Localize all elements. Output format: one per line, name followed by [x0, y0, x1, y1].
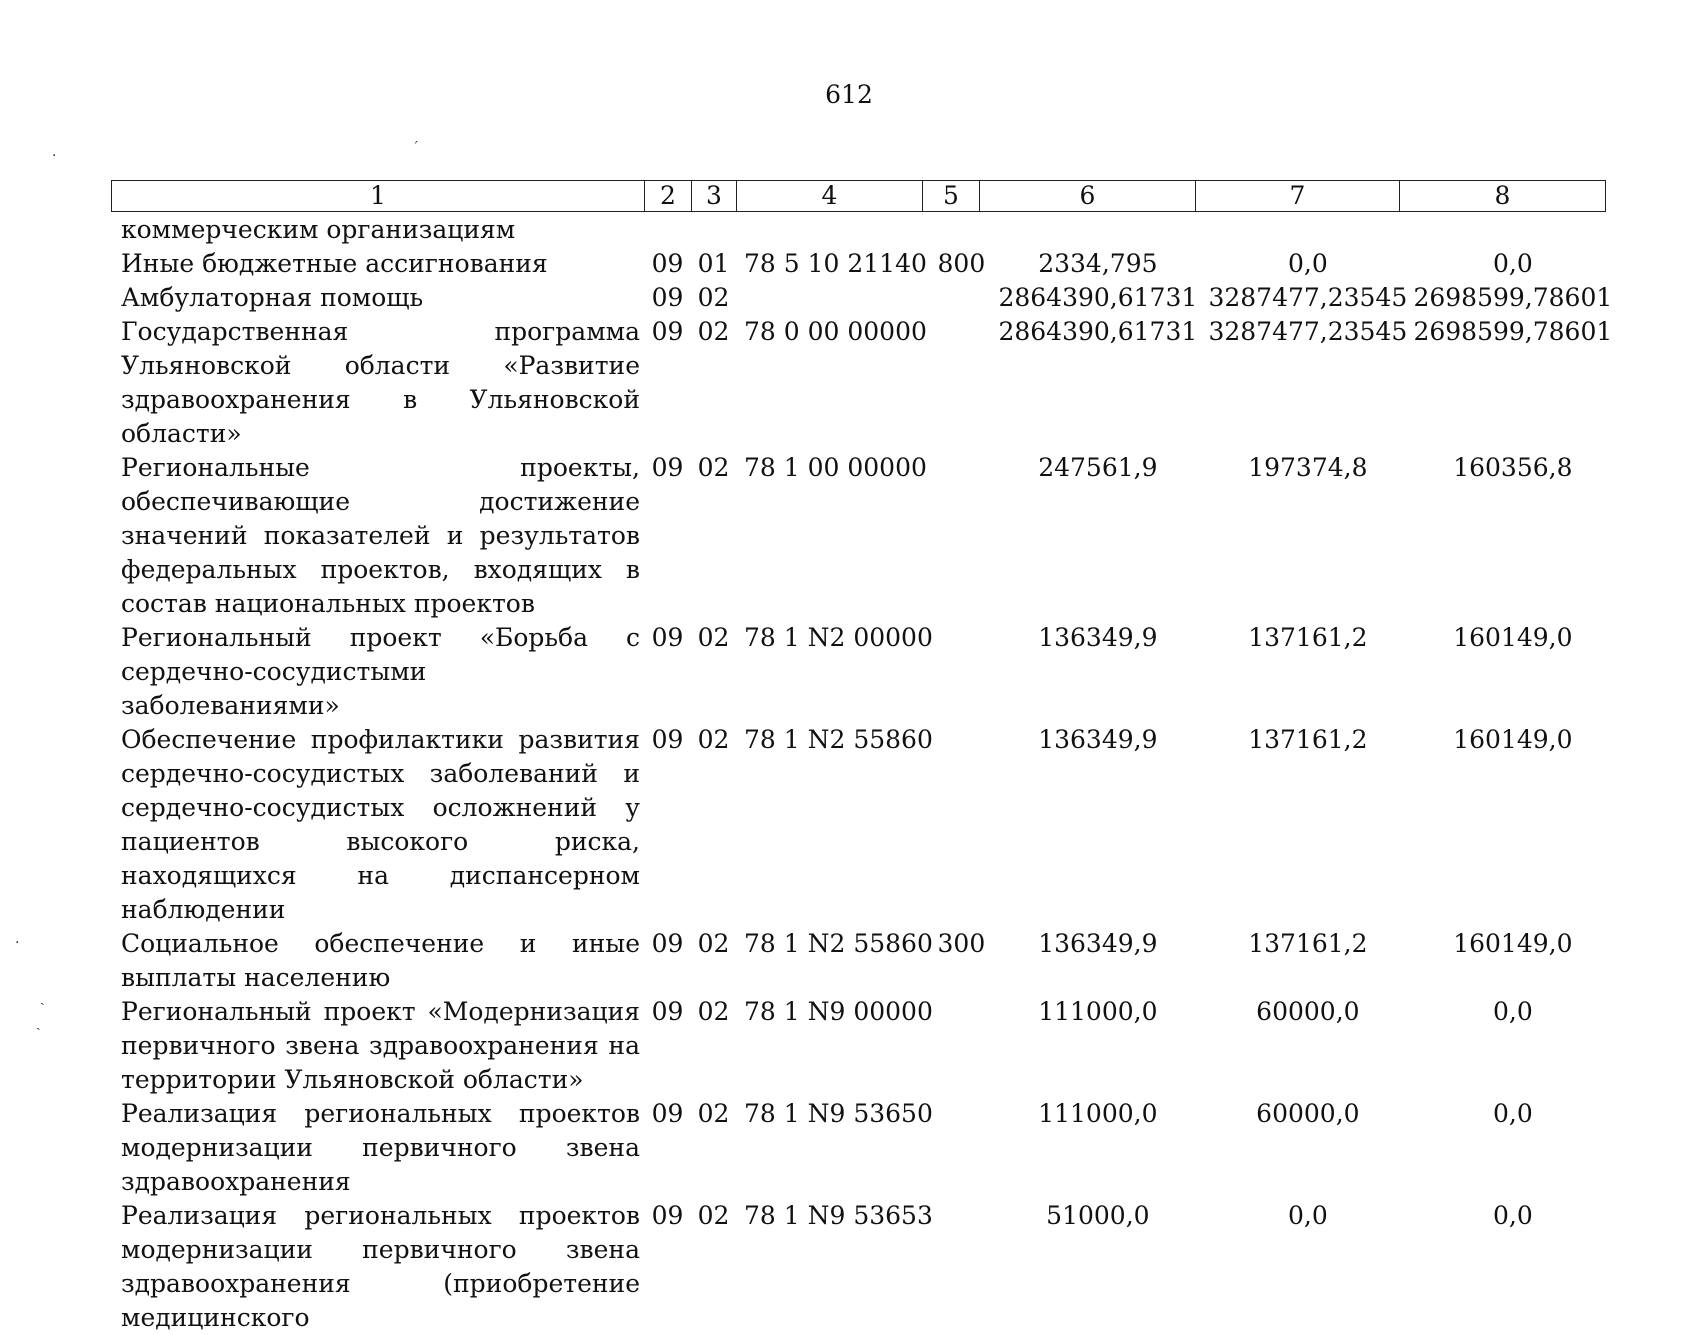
- target-code-cell: 78 5 10 21140: [744, 249, 927, 278]
- amount-col8-cell: [1410, 213, 1616, 247]
- amount-col8-cell: 2698599,78601: [1413, 317, 1613, 346]
- column-header-8: 8: [1400, 181, 1606, 212]
- subsection-cell: 02: [697, 725, 730, 754]
- amount-col6-cell: 247561,9: [1038, 453, 1158, 482]
- section-cell: 09: [651, 1099, 684, 1128]
- amount-col6-cell: 2334,795: [1038, 249, 1158, 278]
- column-header-1: 1: [112, 181, 645, 212]
- table-row: [111, 995, 1616, 1097]
- target-code-cell: 78 1 00 00000: [744, 453, 927, 482]
- amount-col6-cell: 136349,9: [1038, 623, 1158, 652]
- scan-speck: ·: [15, 935, 20, 951]
- amount-col7-cell: 3287477,23545: [1208, 283, 1408, 312]
- amount-col7-cell: 3287477,23545: [1208, 317, 1408, 346]
- amount-col8-cell: 160356,8: [1453, 453, 1573, 482]
- target-code-cell: 78 1 N2 00000: [744, 623, 933, 652]
- target-code-cell: 78 1 N9 53650: [744, 1099, 933, 1128]
- expense-type-cell: 300: [937, 929, 986, 958]
- expense-type-cell: [933, 995, 990, 1097]
- expense-type-cell: [933, 621, 990, 723]
- subsection-cell: 02: [697, 453, 730, 482]
- row-name-cell: Амбулаторная помощь: [121, 283, 424, 312]
- section-cell: 09: [651, 1201, 684, 1230]
- row-name-cell: Реализация региональных проектов модернизации первичного звена здравоохранения (приобретение медицинского: [121, 1201, 640, 1332]
- amount-col8-cell: 0,0: [1492, 1201, 1533, 1230]
- amount-col6-cell: 136349,9: [1038, 929, 1158, 958]
- row-name-cell: Социальное обеспечение и иные выплаты населению: [121, 929, 640, 992]
- target-code-cell: 78 1 N2 55860: [744, 929, 933, 958]
- page-number: 612: [825, 80, 873, 109]
- target-code-cell: 78 0 00 00000: [744, 317, 927, 346]
- table-row: [111, 315, 1616, 451]
- amount-col7-cell: 0,0: [1287, 1201, 1328, 1230]
- table-row: [111, 723, 1616, 927]
- amount-col8-cell: 0,0: [1492, 997, 1533, 1026]
- section-cell: 09: [651, 997, 684, 1026]
- amount-col7-cell: 197374,8: [1248, 453, 1368, 482]
- amount-col7-cell: 137161,2: [1248, 929, 1368, 958]
- section-cell: [644, 213, 691, 247]
- table-row: [111, 451, 1616, 621]
- subsection-cell: 02: [697, 317, 730, 346]
- subsection-cell: 02: [697, 283, 730, 312]
- row-name-cell: Государственная программа Ульяновской области «Развитие здравоохранения в Ульяновской области»: [121, 317, 640, 448]
- table-row: [111, 927, 1616, 995]
- amount-col8-cell: 0,0: [1492, 249, 1533, 278]
- section-cell: 09: [651, 317, 684, 346]
- amount-col7-cell: 137161,2: [1248, 725, 1368, 754]
- subsection-cell: 02: [697, 623, 730, 652]
- table-row: [111, 1097, 1616, 1199]
- column-header-7: 7: [1196, 181, 1400, 212]
- section-cell: 09: [651, 283, 684, 312]
- amount-col6-cell: 2864390,61731: [998, 317, 1198, 346]
- amount-col6-cell: [990, 213, 1206, 247]
- section-cell: 09: [651, 249, 684, 278]
- amount-col7-cell: 60000,0: [1256, 997, 1360, 1026]
- row-name-cell: Региональные проекты, обеспечивающие достижение значений показателей и результатов федеральных проектов, входящих в состав национальных проектов: [121, 453, 640, 618]
- table-row: [111, 621, 1616, 723]
- amount-col8-cell: 0,0: [1492, 1099, 1533, 1128]
- amount-col8-cell: 160149,0: [1453, 725, 1573, 754]
- subsection-cell: 02: [697, 1201, 730, 1230]
- amount-col7-cell: 137161,2: [1248, 623, 1368, 652]
- table-row: [111, 247, 1616, 281]
- row-name-cell: Обеспечение профилактики развития сердечно-сосудистых заболеваний и сердечно-сосудистых осложнений у пациентов высокого риска, находящихся на диспансерном наблюдении: [121, 725, 640, 924]
- row-name-cell: Региональный проект «Борьба с сердечно-сосудистыми заболеваниями»: [121, 623, 640, 720]
- target-code-cell: [736, 281, 933, 315]
- expense-type-cell: [933, 1097, 990, 1199]
- expense-type-cell: [933, 315, 990, 451]
- amount-col7-cell: [1206, 213, 1410, 247]
- amount-col6-cell: 111000,0: [1038, 1099, 1158, 1128]
- target-code-cell: 78 1 N9 53653: [744, 1201, 933, 1230]
- column-header-5: 5: [923, 181, 980, 212]
- amount-col6-cell: 2864390,61731: [998, 283, 1198, 312]
- scan-speck: ˏ: [40, 990, 45, 1006]
- row-name-cell: Иные бюджетные ассигнования: [121, 249, 548, 278]
- subsection-cell: 02: [697, 929, 730, 958]
- subsection-cell: [691, 213, 736, 247]
- column-header-row: [112, 181, 1606, 212]
- section-cell: 09: [651, 453, 684, 482]
- column-header-4: 4: [737, 181, 923, 212]
- column-header-table: [111, 180, 1606, 212]
- budget-table: [111, 213, 1616, 1335]
- amount-col8-cell: 160149,0: [1453, 929, 1573, 958]
- amount-col8-cell: 2698599,78601: [1413, 283, 1613, 312]
- expense-type-cell: [933, 281, 990, 315]
- amount-col6-cell: 111000,0: [1038, 997, 1158, 1026]
- row-name-cell: Региональный проект «Модернизация первичного звена здравоохранения на территории Ульяновской области»: [121, 997, 640, 1094]
- amount-col6-cell: 51000,0: [1046, 1201, 1150, 1230]
- target-code-cell: 78 1 N2 55860: [744, 725, 933, 754]
- scan-speck: ˊ: [412, 140, 419, 156]
- row-name-cell: Реализация региональных проектов модернизации первичного звена здравоохранения: [121, 1099, 640, 1196]
- column-header-6: 6: [980, 181, 1196, 212]
- target-code-cell: [736, 213, 933, 247]
- expense-type-cell: [933, 451, 990, 621]
- expense-type-cell: [933, 723, 990, 927]
- section-cell: 09: [651, 929, 684, 958]
- table-row: [111, 213, 1616, 247]
- subsection-cell: 02: [697, 1099, 730, 1128]
- row-name-cell: коммерческим организациям: [121, 215, 516, 244]
- section-cell: 09: [651, 725, 684, 754]
- amount-col7-cell: 60000,0: [1256, 1099, 1360, 1128]
- target-code-cell: 78 1 N9 00000: [744, 997, 933, 1026]
- amount-col7-cell: 0,0: [1287, 249, 1328, 278]
- table-row: [111, 1199, 1616, 1335]
- scan-speck: ˏ: [36, 1015, 41, 1031]
- expense-type-cell: [933, 213, 990, 247]
- column-header-2: 2: [645, 181, 692, 212]
- expense-type-cell: [933, 1199, 990, 1335]
- amount-col8-cell: 160149,0: [1453, 623, 1573, 652]
- subsection-cell: 01: [697, 249, 730, 278]
- section-cell: 09: [651, 623, 684, 652]
- table-row: [111, 281, 1616, 315]
- expense-type-cell: 800: [937, 249, 986, 278]
- subsection-cell: 02: [697, 997, 730, 1026]
- amount-col6-cell: 136349,9: [1038, 725, 1158, 754]
- scan-speck: ·: [52, 148, 57, 164]
- column-header-3: 3: [692, 181, 737, 212]
